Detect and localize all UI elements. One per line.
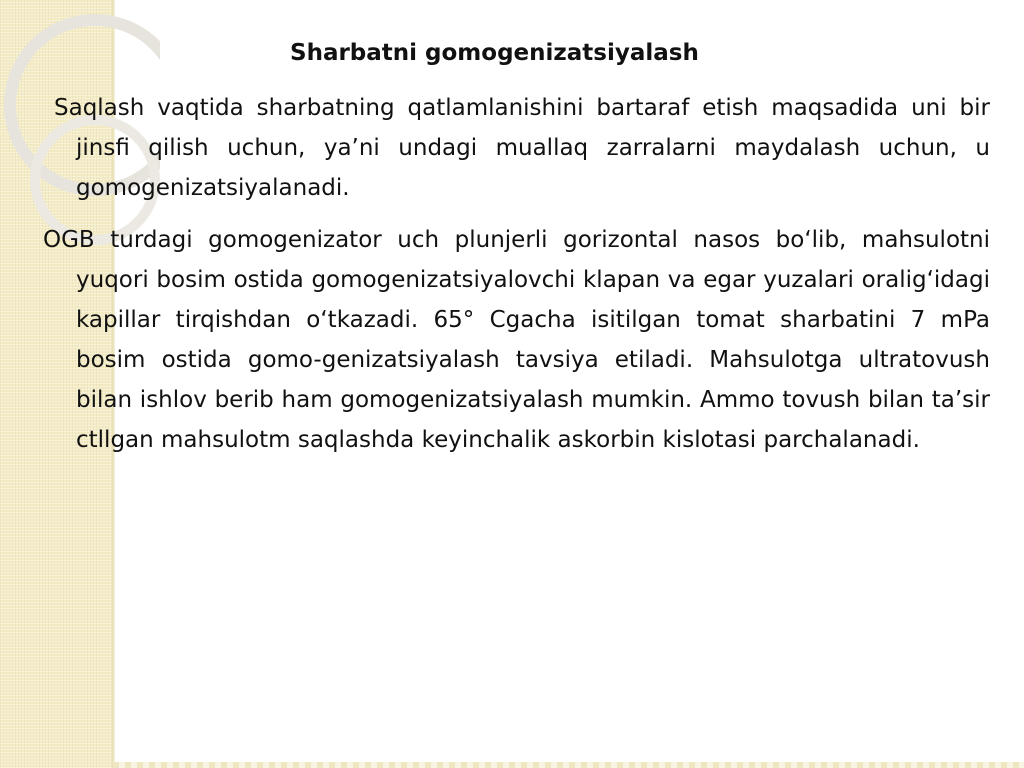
- slide-title: Sharbatni gomogenizatsiyalash: [290, 40, 699, 66]
- paragraph-2: OGB turdagi gomogenizator uch plunjerli gorizontal nasos bo‘lib, mahsulotni yuqori bosim ostida gomogenizatsiyalovchi klapan va egar yuzalari oralig‘idagi kapillar tirqishdan o‘tkazadi. 65° Cgacha isitilgan tomat sharbatini 7 mPa bosim ostida gomo-genizatsiyalash tavsiya etiladi. Mahsulotga ultratovush bilan ishlov berib ham gomogenizatsiyalash mumkin. Ammo tovush bilan ta’sir ctllgan mahsulotm saqlashda keyinchalik askorbin kislotasi parchalanadi.: [43, 227, 990, 453]
- paragraph-1: Saqlash vaqtida sharbatning qatlamlanishini bartaraf etish maqsadida uni bir jinsfi qilish uchun, ya’ni undagi muallaq zarralarni maydalash uchun, u gomogenizatsiyalanadi.: [54, 95, 990, 201]
- bottom-decorative-rule: [113, 762, 1024, 768]
